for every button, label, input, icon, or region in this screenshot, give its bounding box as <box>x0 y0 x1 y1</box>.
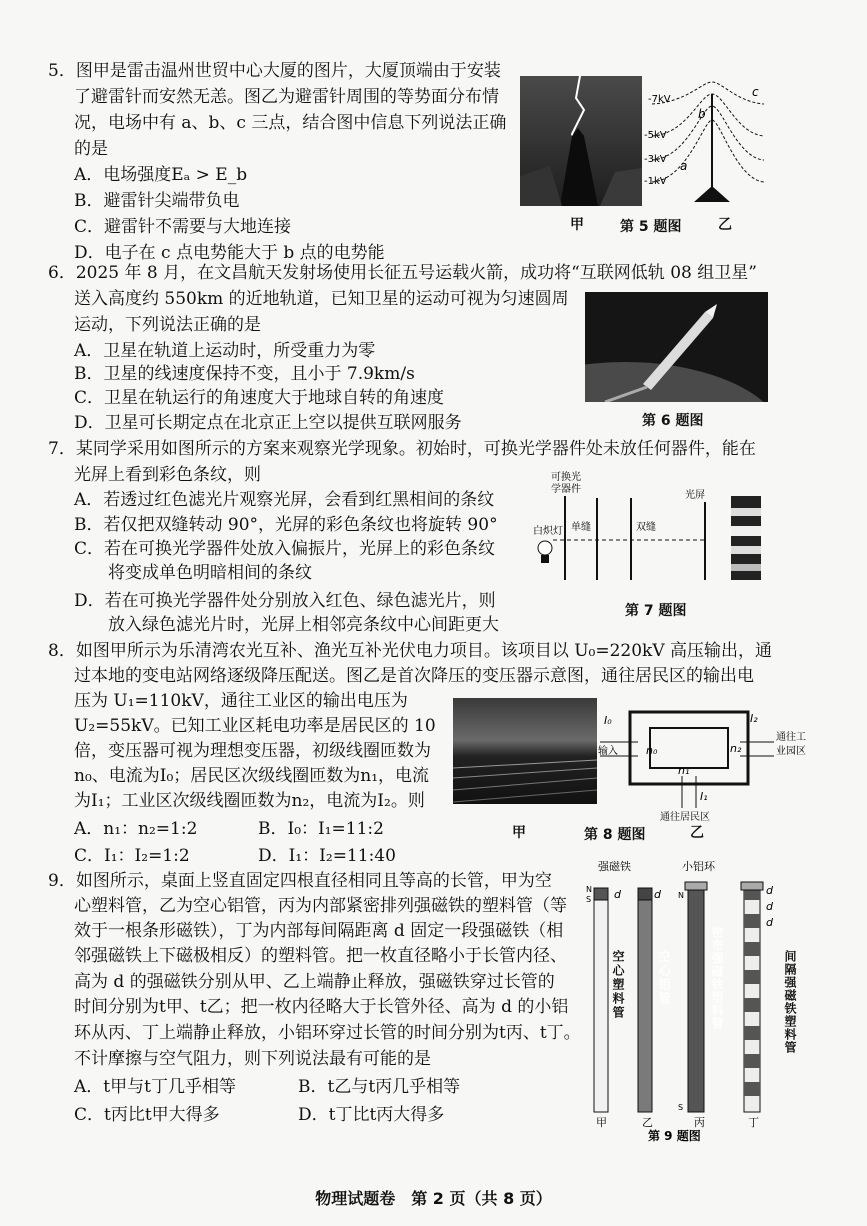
q7-double-slit-diagram <box>533 468 773 598</box>
q7-option-d-line2: 放入绿色滤光片时，光屏上相邻亮条纹中心间距更大 <box>108 615 499 635</box>
q5-option-b: B．避雷针尖端带负电 <box>74 191 240 211</box>
q9-stem-line7: 环从丙、丁上端静止释放，小铝环穿过长管的时间分别为t丙、t丁。 <box>74 1023 581 1043</box>
kv1-label: -1kV <box>644 176 667 187</box>
ding-d-label-1: d <box>766 884 773 897</box>
q8-stem-line5: 倍，变压器可视为理想变压器，初级线圈匝数为 <box>74 741 431 761</box>
q8-fig-caption: 第 8 题图 <box>584 827 646 843</box>
magnet-label: 强磁铁 <box>598 860 631 873</box>
q6-stem-line3: 运动，下列说法正确的是 <box>74 315 261 335</box>
q8-fig-label-jia: 甲 <box>512 825 526 841</box>
q8-stem-line1: 8．如图甲所示为乐清湾农光互补、渔光互补光伏电力项目。该项目以 U₀=220kV 高压输出，通 <box>48 641 773 661</box>
q6-photo-rocket <box>585 292 768 402</box>
bing-s-label: S <box>678 1103 684 1112</box>
q6-stem-line1: 6．2025 年 8 月，在文昌航天发射场使用长征五号运载火箭，成功将“互联网低轨 08 组卫星” <box>48 263 757 283</box>
n2-label: n₂ <box>730 742 742 755</box>
q7-option-a: A．若透过红色滤光片观察光屏，会看到红黑相间的条纹 <box>74 490 495 510</box>
q5-equipotential-diagram <box>642 76 766 208</box>
device-label-2: 学器件 <box>551 484 581 495</box>
q9-stem-line1: 9．如图所示，桌面上竖直固定四根直径相同且等高的长管，甲为空 <box>48 871 552 891</box>
jia-s-label: S <box>586 895 592 904</box>
q5-stem-line3: 况，电场中有 a、b、c 三点，结合图中信息下列说法正确 <box>74 113 507 133</box>
q6-fig-caption: 第 6 题图 <box>642 413 704 429</box>
q8-photo-solar-farm <box>453 698 597 804</box>
q6-option-c: C．卫星在轨运行的角速度大于地球自转的角速度 <box>74 388 445 408</box>
q8-option-c: C．I₁：I₂=1:2 <box>74 846 190 866</box>
point-c-label: c <box>752 85 759 99</box>
q8-stem-line4: U₂=55kV。已知工业区耗电功率是居民区的 10 <box>74 716 436 736</box>
q5-fig-label-yi: 乙 <box>718 217 732 233</box>
i0-label: I₀ <box>604 714 612 727</box>
q9-stem-line8: 不计摩擦与空气阻力，则下列说法最有可能的是 <box>74 1049 431 1069</box>
jia-n-label: N <box>586 885 592 894</box>
q7-option-c-line2: 将变成单色明暗相间的条纹 <box>108 563 312 583</box>
tube-jia-caption: 空心塑料管 <box>611 950 625 1020</box>
double-slit-label: 双缝 <box>636 522 656 533</box>
yi-d-label: d <box>654 888 661 901</box>
industry-label-2: 业园区 <box>776 746 806 757</box>
screen-label: 光屏 <box>685 490 705 501</box>
ding-d-label-3: d <box>766 916 773 929</box>
q9-option-c: C．t丙比t甲大得多 <box>74 1105 220 1125</box>
industry-label-1: 通往工 <box>776 732 806 743</box>
lamp-label: 白炽灯 <box>533 526 563 537</box>
q7-stem-line2: 光屏上看到彩色条纹，则 <box>74 465 261 485</box>
q7-option-d-line1: D．若在可换光学器件处分别放入红色、绿色滤光片，则 <box>74 591 496 611</box>
input-label: 输入 <box>598 746 618 757</box>
point-a-label: a <box>680 159 688 173</box>
q5-stem-line1: 5．图甲是雷击温州世贸中心大厦的图片，大厦顶端由于安装 <box>48 61 501 81</box>
n0-label: n₀ <box>646 744 658 757</box>
device-label-1: 可换光 <box>551 472 581 483</box>
kv3-label: -3kV <box>644 154 667 165</box>
q8-stem-line7: 为I₁；工业区次级线圈匝数为n₂，电流为I₂。则 <box>74 791 425 811</box>
q6-stem-line2: 送入高度约 550km 的近地轨道，已知卫星的运动可视为匀速圆周 <box>74 289 569 309</box>
page-footer: 物理试题卷 第 2 页（共 8 页） <box>315 1189 552 1208</box>
q5-fig-caption: 第 5 题图 <box>620 219 682 235</box>
q6-option-d: D．卫星可长期定点在北京正上空以提供互联网服务 <box>74 413 462 433</box>
q7-stem-line1: 7．某同学采用如图所示的方案来观察光学现象。初始时，可换光学器件处未放任何器件，能在 <box>48 439 756 459</box>
q9-stem-line4: 邻强磁铁上下磁极相反）的塑料管。把一枚直径略小于长管内径、 <box>74 946 567 966</box>
q5-option-a: A．电场强度Eₐ > E_b <box>74 165 248 185</box>
tube-jia-label: 甲 <box>596 1116 607 1129</box>
q9-option-b: B．t乙与t丙几乎相等 <box>298 1077 461 1097</box>
q9-stem-line2: 心塑料管，乙为空心铝管，丙为内部紧密排列强磁铁的塑料管（等 <box>74 896 567 916</box>
tube-ding-label: 丁 <box>748 1116 759 1129</box>
q5-option-d: D．电子在 c 点电势能大于 b 点的电势能 <box>74 243 385 263</box>
tube-bing-label: 丙 <box>694 1116 705 1129</box>
q8-stem-line2: 过本地的变电站网络逐级降压配送。图乙是首次降压的变压器示意图，通往居民区的输出电 <box>74 666 754 686</box>
n1-label: n₁ <box>678 764 690 777</box>
q7-option-c-line1: C．若在可换光学器件处放入偏振片，光屏上的彩色条纹 <box>74 539 496 559</box>
kv5-label: -5kV <box>644 130 667 141</box>
tube-ding-caption: 间隔强磁铁塑料管 <box>783 950 797 1054</box>
q8-stem-line3: 压为 U₁=110kV，通往工业区的输出电压为 <box>74 691 408 711</box>
q9-option-d: D．t丁比t丙大得多 <box>298 1105 445 1125</box>
q8-stem-line6: n₀、电流为I₀；居民区次级线圈匝数为n₁，电流 <box>74 766 430 786</box>
q8-fig-label-yi: 乙 <box>690 825 704 841</box>
q5-option-c: C．避雷针不需要与大地连接 <box>74 217 292 237</box>
q9-stem-line3: 效于一根条形磁铁），丁为内部每间隔距离 d 固定一段强磁铁（相 <box>74 921 564 941</box>
q9-stem-line6: 时间分别为t甲、t乙；把一枚内径略大于长管外径、高为 d 的小铝 <box>74 997 569 1017</box>
ring-label: 小铝环 <box>682 860 715 873</box>
tube-yi-label: 乙 <box>642 1116 653 1129</box>
q7-fig-caption: 第 7 题图 <box>625 603 687 619</box>
i1-label: I₁ <box>700 790 708 803</box>
point-b-label: b <box>698 107 706 121</box>
kv7-label: -7kV <box>648 94 671 105</box>
q8-option-a: A．n₁：n₂=1:2 <box>74 819 198 839</box>
q5-fig-label-jia: 甲 <box>570 217 584 233</box>
q5-photo-lightning <box>520 76 642 206</box>
residential-label: 通往居民区 <box>660 812 710 822</box>
q9-option-a: A．t甲与t丁几乎相等 <box>74 1077 236 1097</box>
q7-option-b: B．若仅把双缝转动 90°，光屏的彩色条纹也将旋转 90° <box>74 515 498 535</box>
q6-option-b: B．卫星的线速度保持不变，且小于 7.9km/s <box>74 364 415 384</box>
q6-option-a: A．卫星在轨道上运动时，所受重力为零 <box>74 341 376 361</box>
jia-d-label: d <box>614 888 621 901</box>
i2-label: I₂ <box>750 712 758 725</box>
q9-stem-line5: 高为 d 的强磁铁分别从甲、乙上端静止释放，强磁铁穿过长管的 <box>74 972 555 992</box>
tube-bing-caption: 密布强磁铁塑料管 <box>710 926 724 1030</box>
q9-fig-caption: 第 9 题图 <box>648 1129 701 1143</box>
tube-yi-caption: 空心铝管 <box>657 950 671 1006</box>
q8-transformer-diagram <box>598 704 838 822</box>
q5-stem-line4: 的是 <box>74 139 108 159</box>
single-slit-label: 单缝 <box>571 522 591 533</box>
q8-option-b: B．I₀：I₁=11:2 <box>258 819 384 839</box>
ding-d-label-2: d <box>766 900 773 913</box>
q5-stem-line2: 了避雷针而安然无恙。图乙为避雷针周围的等势面分布情 <box>74 87 499 107</box>
q8-option-d: D．I₁：I₂=11:40 <box>258 846 396 866</box>
bing-n-label: N <box>678 891 684 900</box>
